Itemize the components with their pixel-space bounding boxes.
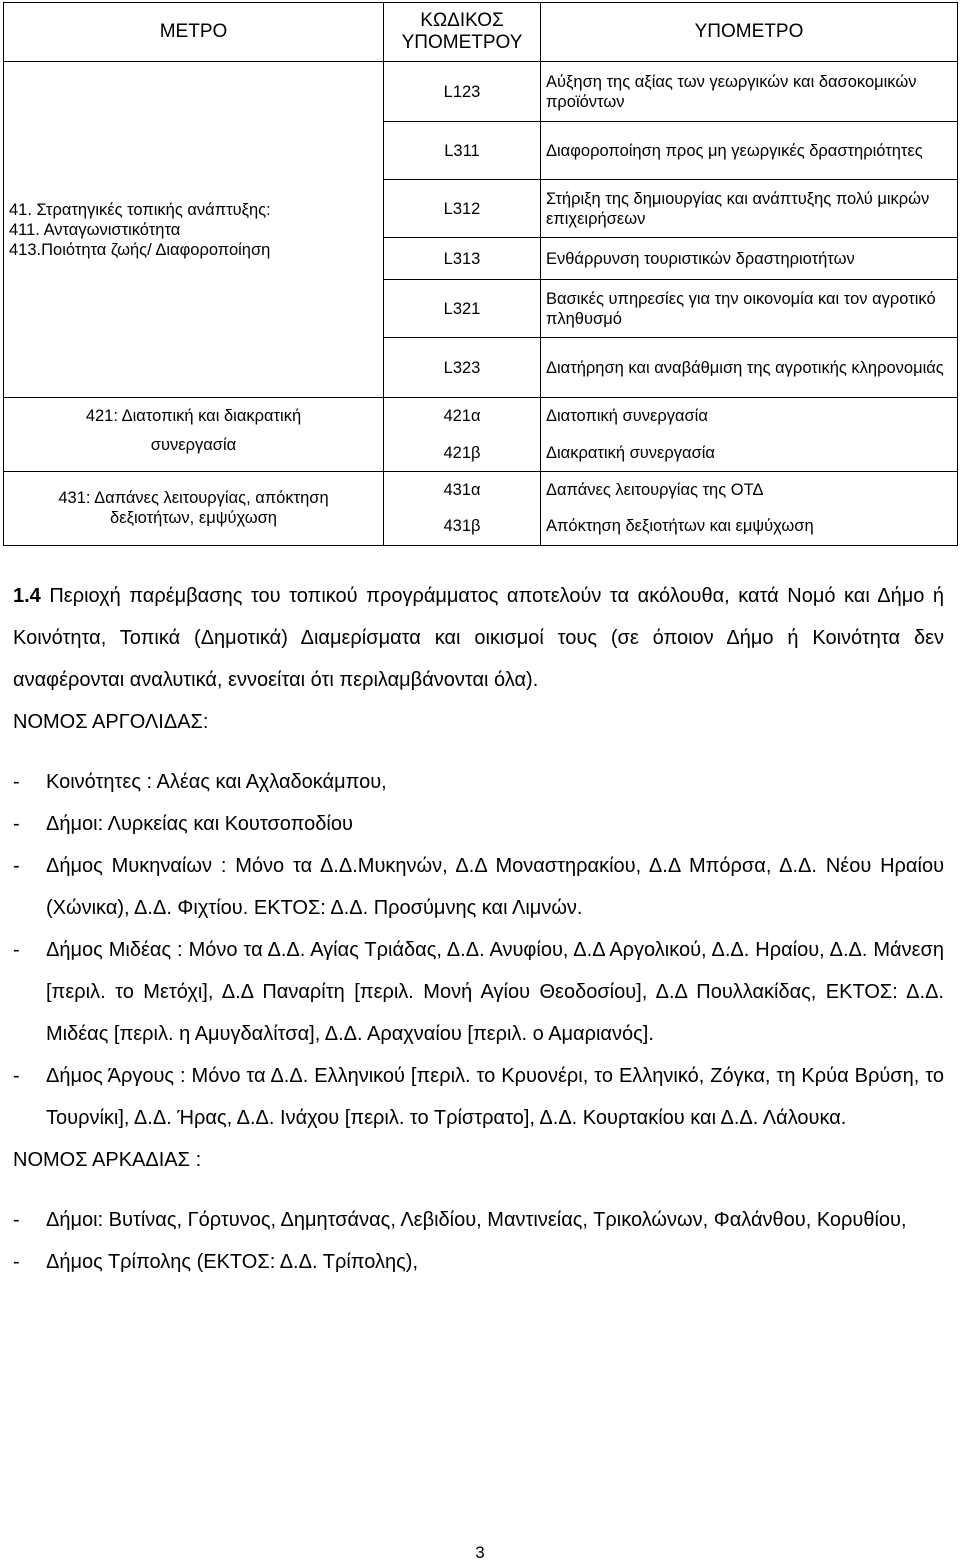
header-code: ΚΩΔΙΚΟΣ ΥΠΟΜΕΤΡΟΥ: [384, 3, 541, 62]
document-body: [13, 575, 944, 1283]
desc-cell: Διατήρηση και αναβάθμιση της αγροτικής κληρονομιάς: [541, 338, 958, 398]
list-dash: -: [13, 855, 20, 877]
desc-cell: Δαπάνες λειτουργίας της ΟΤΔ: [541, 472, 958, 508]
desc-cell: Διαφοροποίηση προς μη γεωργικές δραστηριότητες: [541, 122, 958, 180]
list-dash: -: [13, 1209, 20, 1231]
measure-41-line: 41. Στρατηγικές τοπικής ανάπτυξης:: [9, 200, 271, 219]
desc-cell: Στήριξη της δημιουργίας και ανάπτυξης πολύ μικρών επιχειρήσεων: [541, 180, 958, 238]
measures-table: [3, 2, 958, 546]
list-dash: -: [13, 771, 20, 793]
desc-cell: Διακρατική συνεργασία: [541, 435, 958, 472]
code-cell: L312: [384, 180, 541, 238]
list-item: [13, 845, 944, 929]
list-dash: -: [13, 1251, 20, 1273]
header-measure: ΜΕΤΡΟ: [4, 3, 384, 62]
header-submeasure: ΥΠΟΜΕΤΡΟ: [541, 3, 958, 62]
list-item: [13, 803, 944, 845]
code-cell: 421β: [384, 435, 541, 472]
desc-cell: Απόκτηση δεξιοτήτων και εμψύχωση: [541, 508, 958, 546]
measure-411-line: 411. Ανταγωνιστικότητα: [9, 220, 181, 239]
code-cell: L311: [384, 122, 541, 180]
list-item: [13, 1055, 944, 1139]
measure-413-line: 413.Ποιότητα ζωής/ Διαφοροποίηση: [9, 240, 271, 259]
page-number: 3: [475, 1543, 485, 1562]
arkadia-heading: ΝΟΜΟΣ ΑΡΚΑΔΙΑΣ :: [13, 1149, 202, 1171]
section-intro-text: Περιοχή παρέμβασης του τοπικού προγράμματος αποτελούν τα ακόλουθα, κατά Νομό και Δήμο ή Κοινότητα, Τοπικά (Δημοτικά) Διαμερίσματα και οικισμοί τους (σε όποιον Δήμο ή Κοινότητα δεν αναφέρονται αναλυτικά, εννοείται ότι περιλαμβάνονται όλα).: [13, 585, 945, 691]
measure-431-line2: δεξιοτήτων, εμψύχωση: [4, 508, 384, 546]
list-dash: -: [13, 939, 20, 961]
desc-cell: Ενθάρρυνση τουριστικών δραστηριοτήτων: [541, 238, 958, 280]
measure-421-line1: 421: Διατοπική και διακρατική: [4, 398, 384, 435]
list-item-text: Δήμοι: Λυρκείας και Κουτσοποδίου: [46, 813, 353, 835]
list-item-text: Κοινότητες : Αλέας και Αχλαδοκάμπου,: [46, 771, 387, 793]
desc-cell: Βασικές υπηρεσίες για την οικονομία και τον αγροτικό πληθυσμό: [541, 280, 958, 338]
code-cell: L123: [384, 62, 541, 122]
list-item: [13, 1199, 944, 1241]
desc-cell: Αύξηση της αξίας των γεωργικών και δασοκομικών προϊόντων: [541, 62, 958, 122]
list-item-text: Δήμος Τρίπολης (ΕΚΤΟΣ: Δ.Δ. Τρίπολης),: [46, 1251, 419, 1273]
code-cell: L321: [384, 280, 541, 338]
list-item-text: Δήμος Άργους : Μόνο τα Δ.Δ. Ελληνικού [περιλ. το Κρυονέρι, το Ελληνικό, Ζόγκα, τη Κρύα Βρύση, το Τουρνίκι], Δ.Δ. Ήρας, Δ.Δ. Ινάχου [περιλ. το Τρίστρατο], Δ.Δ. Κουρτακίου και Δ.Δ. Λάλουκα.: [46, 1065, 944, 1129]
list-dash: -: [13, 1065, 20, 1087]
code-cell: L323: [384, 338, 541, 398]
list-item-text: Δήμοι: Βυτίνας, Γόρτυνος, Δημητσάνας, Λεβιδίου, Μαντινείας, Τρικολώνων, Φαλάνθου, Κορυθίου,: [46, 1209, 907, 1231]
code-cell: 431β: [384, 508, 541, 546]
measure-421-line2: συνεργασία: [4, 435, 384, 472]
measure-431-line1: 431: Δαπάνες λειτουργίας, απόκτηση: [4, 472, 384, 508]
list-item-text: Δήμος Μιδέας : Μόνο τα Δ.Δ. Αγίας Τριάδας, Δ.Δ. Ανυφίου, Δ.Δ Αργολικού, Δ.Δ. Ηραίου, Δ.Δ. Μάνεση [περιλ. το Μετόχι], Δ.Δ Παναρίτη [περιλ. Μονή Αγίου Θεοδοσίου], Δ.Δ Πουλλακίδας, ΕΚΤΟΣ: Δ.Δ. Μιδέας [περιλ. η Αμυγδαλίτσα], Δ.Δ. Αραχναίου [περιλ. ο Αμαριανός].: [46, 939, 944, 1045]
measure-cell-41: [4, 62, 384, 398]
list-item: [13, 929, 944, 1055]
code-cell: 421α: [384, 398, 541, 435]
argolida-heading: ΝΟΜΟΣ ΑΡΓΟΛΙΔΑΣ:: [13, 711, 209, 733]
section-number: 1.4: [13, 585, 41, 607]
desc-cell: Διατοπική συνεργασία: [541, 398, 958, 435]
list-item-text: Δήμος Μυκηναίων : Μόνο τα Δ.Δ.Μυκηνών, Δ.Δ Μοναστηρακίου, Δ.Δ Μπόρσα, Δ.Δ. Νέου Ηραίου (Χώνικα), Δ.Δ. Φιχτίου. ΕΚΤΟΣ: Δ.Δ. Προσύμνης και Λιμνών.: [46, 855, 944, 919]
list-item: [13, 761, 944, 803]
section-intro: [13, 575, 944, 701]
code-cell: L313: [384, 238, 541, 280]
code-cell: 431α: [384, 472, 541, 508]
list-item: [13, 1241, 944, 1283]
list-dash: -: [13, 813, 20, 835]
